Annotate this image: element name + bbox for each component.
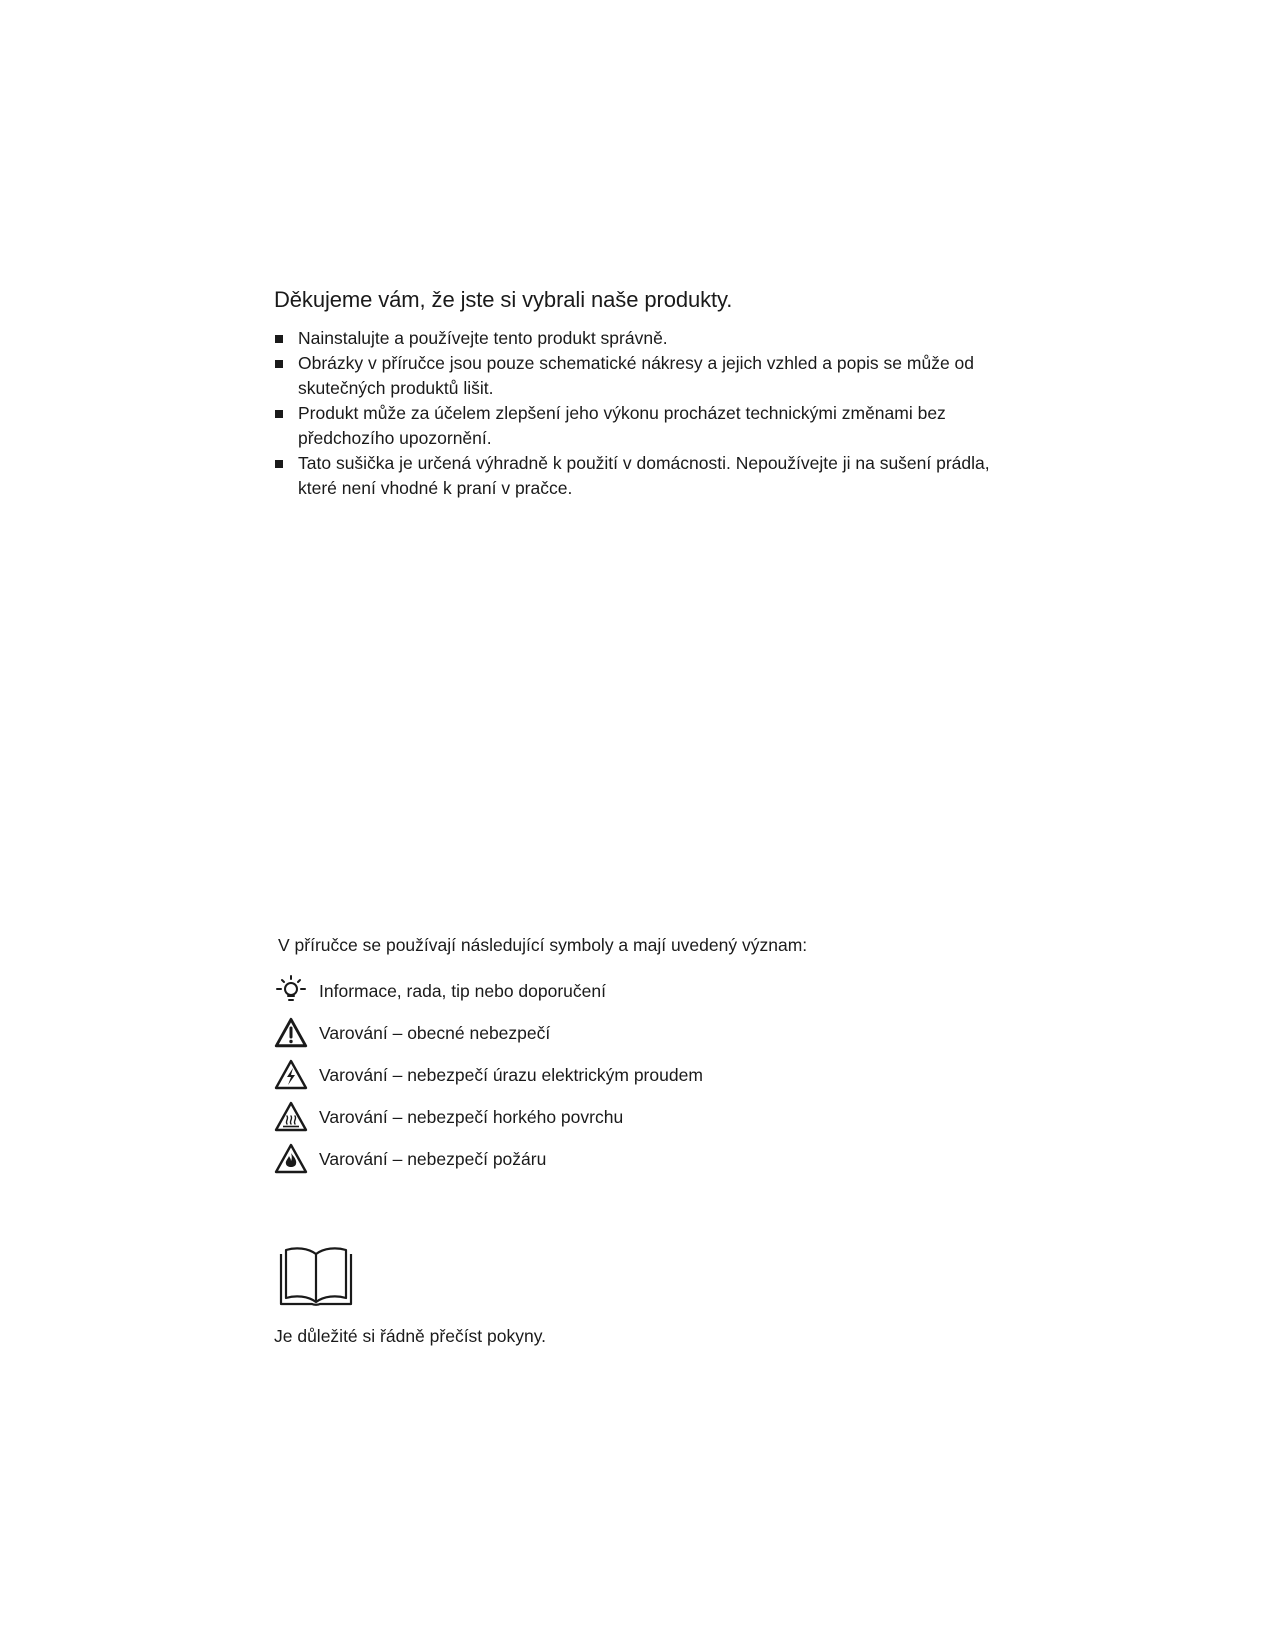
- warning-hot-surface-icon: [274, 1100, 308, 1134]
- symbols-intro: V příručce se používají následující symboly a mají uvedený význam:: [278, 935, 808, 955]
- symbol-row-electric-warning: [274, 1054, 703, 1096]
- symbol-row-general-warning: [274, 1012, 703, 1054]
- bullet-marker-icon: [275, 410, 283, 418]
- symbol-row-fire-warning: [274, 1138, 703, 1180]
- bullet-text: Produkt může za účelem zlepšení jeho výkonu procházet technickými změnami bez předchozího upozornění.: [298, 403, 946, 448]
- symbol-text: Informace, rada, tip nebo doporučení: [319, 981, 606, 1001]
- symbols-legend: [274, 970, 703, 1180]
- bullet-text: Nainstalujte a používejte tento produkt správně.: [298, 328, 668, 348]
- warning-fire-icon: [274, 1142, 308, 1176]
- thanks-title: Děkujeme vám, že jste si vybrali naše produkty.: [274, 287, 733, 312]
- bullet-marker-icon: [275, 335, 283, 343]
- warning-general-icon: [274, 1016, 308, 1050]
- symbol-text: Varování – obecné nebezpečí: [319, 1023, 551, 1043]
- symbol-text: Varování – nebezpečí horkého povrchu: [319, 1107, 624, 1127]
- symbol-row-info: [274, 970, 703, 1012]
- symbol-text: Varování – nebezpečí úrazu elektrickým proudem: [319, 1065, 703, 1085]
- bullet-item: [274, 451, 1014, 501]
- bullet-item: [274, 326, 1014, 351]
- bullet-text: Tato sušička je určená výhradně k použití v domácnosti. Nepoužívejte ji na sušení prádla, které není vhodné k praní v pračce.: [298, 453, 990, 498]
- bullet-marker-icon: [275, 460, 283, 468]
- bullet-text: Obrázky v příručce jsou pouze schematické nákresy a jejich vzhled a popis se může od skutečných produktů lišit.: [298, 353, 975, 398]
- symbol-text: Varování – nebezpečí požáru: [319, 1149, 547, 1169]
- lightbulb-icon: [274, 974, 308, 1008]
- warning-electric-icon: [274, 1058, 308, 1092]
- open-book-icon: [276, 1242, 356, 1308]
- symbol-row-hot-surface-warning: [274, 1096, 703, 1138]
- bullet-item: [274, 351, 1014, 401]
- bullet-marker-icon: [275, 360, 283, 368]
- read-instructions-text: Je důležité si řádně přečíst pokyny.: [274, 1326, 547, 1346]
- bullet-item: [274, 401, 1014, 451]
- intro-bullet-list: [274, 326, 1014, 501]
